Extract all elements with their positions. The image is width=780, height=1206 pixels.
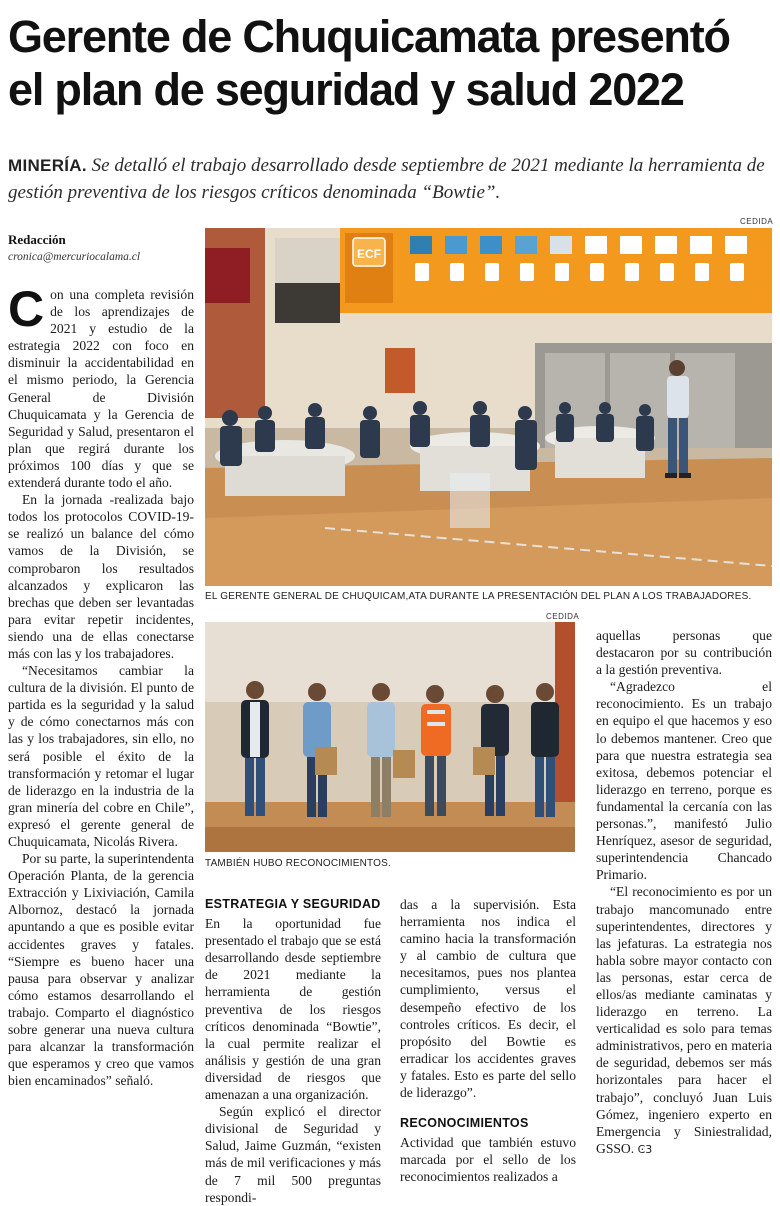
deck-text: Se detalló el trabajo desarrollado desde septiembre de 2021 mediante la herramienta de gestión preventiva de los riesgos críticos denominada “Bowtie”. [8, 155, 765, 203]
paragraph-1 [8, 281, 194, 491]
column-3 [400, 896, 576, 1186]
column-2 [205, 896, 381, 1206]
column-1 [8, 281, 194, 1089]
paragraph-1-text: on una completa revisión de los aprendizajes de 2021 y estudio de la estrategia 2022 con foco en disminuir la accidentabilidad en el mismo periodo, la Gerencia General de División Chuquicamata y la Gerencia de Seguridad y Salud, presentaron el plan que regirá durante los próximos 100 días y que se extenderá durante todo el año. [8, 287, 194, 491]
paragraph-8: Actividad que también estuvo marcada por el sello de los reconocimientos realizados a [400, 1135, 576, 1185]
byline [8, 232, 198, 263]
byline-email: cronica@mercuriocalama.cl [8, 251, 141, 263]
section-kicker: MINERÍA. [8, 156, 87, 175]
photo-recognition [205, 622, 575, 852]
paragraph-7: das a la supervisión. Esta herramienta nos indica el camino hacia la transformación y al cambio de cultura que necesitamos, pues nos plantea cumplimiento, versus el desempeño efectivo de los controles críticos. Es decir, el propósito del Bowtie es erradicar los accidentes graves y fatales. Esto es parte del sello de liderazgo”. [400, 897, 576, 1101]
banner-text: ECF [357, 247, 381, 261]
headline: Gerente de Chuquicamata presentó el plan de seguridad y salud 2022 [8, 11, 730, 115]
paragraph-2: En la jornada -realizada bajo todos los protocolos COVID-19- se realizó un balance del cómo vamos de la División, se comprobaron los resultados alcanzados y explicaron las brechas que deben ser levantadas para evitar repetir incidentes, siendo una de ellas conectarse más con las y los trabajadores. [8, 492, 194, 661]
photo1-caption: EL GERENTE GENERAL DE CHUQUICAM,ATA DURANTE LA PRESENTACIÓN DEL PLAN A LOS TRABAJADORES. [205, 591, 752, 602]
paragraph-9: aquellas personas que destacaron por su contribución a la gestión preventiva. [596, 628, 772, 678]
end-mark: Ͼ3 [637, 1142, 653, 1156]
paragraph-4: Por su parte, la superintendenta Operación Planta, de la gerencia Extracción y Lixiviación, Camila Albornoz, destacó la jornada apuntando a que es posible evitar accidentes graves y fatales. “Siempre es bueno hacer una pausa para observar y analizar cómo estamos desarrollando el trabajo. Comparto el diagnóstico sobre generar una nueva cultura para alcanzar la transformación que esperamos y creo que vamos bien encaminados” señaló. [8, 851, 194, 1089]
photo1-credit: CEDIDA [740, 217, 774, 226]
paragraph-3: “Necesitamos cambiar la cultura de la división. El punto de partida es la seguridad y la salud y de cómo conectarnos más con las y los trabajadores, sin ello, no será posible el éxito de la transformación y retomar el lugar de liderazgo en la industria de la gran minería del cobre en Chile”, expresó el gerente general de Chuquicamata, Nicolás Rivera. [8, 663, 194, 849]
photo-presentation [205, 228, 772, 586]
subhead-estrategia: ESTRATEGIA Y SEGURIDAD [205, 897, 381, 911]
paragraph-5: En la oportunidad fue presentado el trabajo que se está desarrollando desde septiembre de 2021 mediante la herramienta de gestión preventiva de los riesgos críticos denominada “Bowtie”, la cual permite realizar el análisis y gestión de una gran diversidad de riesgos que amenazan a una organización. [205, 916, 381, 1103]
paragraph-6: Según explicó el director divisional de Seguridad y Salud, Jaime Guzmán, “existen más de mil verificaciones y más de 7 mil 500 preguntas respondi- [205, 1104, 381, 1205]
subhead-reconocimientos: RECONOCIMIENTOS [400, 1116, 529, 1131]
deck [8, 152, 772, 206]
paragraph-11 [596, 883, 772, 1158]
paragraph-11-text: “El reconocimiento es por un trabajo mancomunado entre superintendentes, directores y las jefaturas. La estrategia nos habla sobre mayor contacto con las personas, estar cerca de ellos/as mediante caminatas y liderazgo en terreno. La verticalidad es solo para temas administrativos, pero en materia de seguridad, debemos ser más horizontales para hacer el trabajo”, concluyó Juan Luis Gómez, ingeniero experto en Emergencia y Siniestralidad, GSSO. [596, 884, 772, 1156]
photo2-caption: TAMBIÉN HUBO RECONOCIMIENTOS. [205, 858, 392, 869]
paragraph-10: “Agradezco el reconocimiento. Es un trabajo en equipo el que hacemos y eso lo debemos mantener. Creo que para que nuestra estrategia sea exitosa, debemos potenciar el liderazgo en terreno, porque es fundamental la cercanía con las personas.”, manifestó Julio Henríquez, asesor de seguridad, superintendencia Chancado Primario. [596, 679, 772, 883]
byline-author: Redacción [8, 232, 66, 247]
drop-cap: C [8, 281, 45, 337]
photo2-credit: CEDIDA [546, 612, 580, 621]
column-4 [596, 627, 772, 1158]
